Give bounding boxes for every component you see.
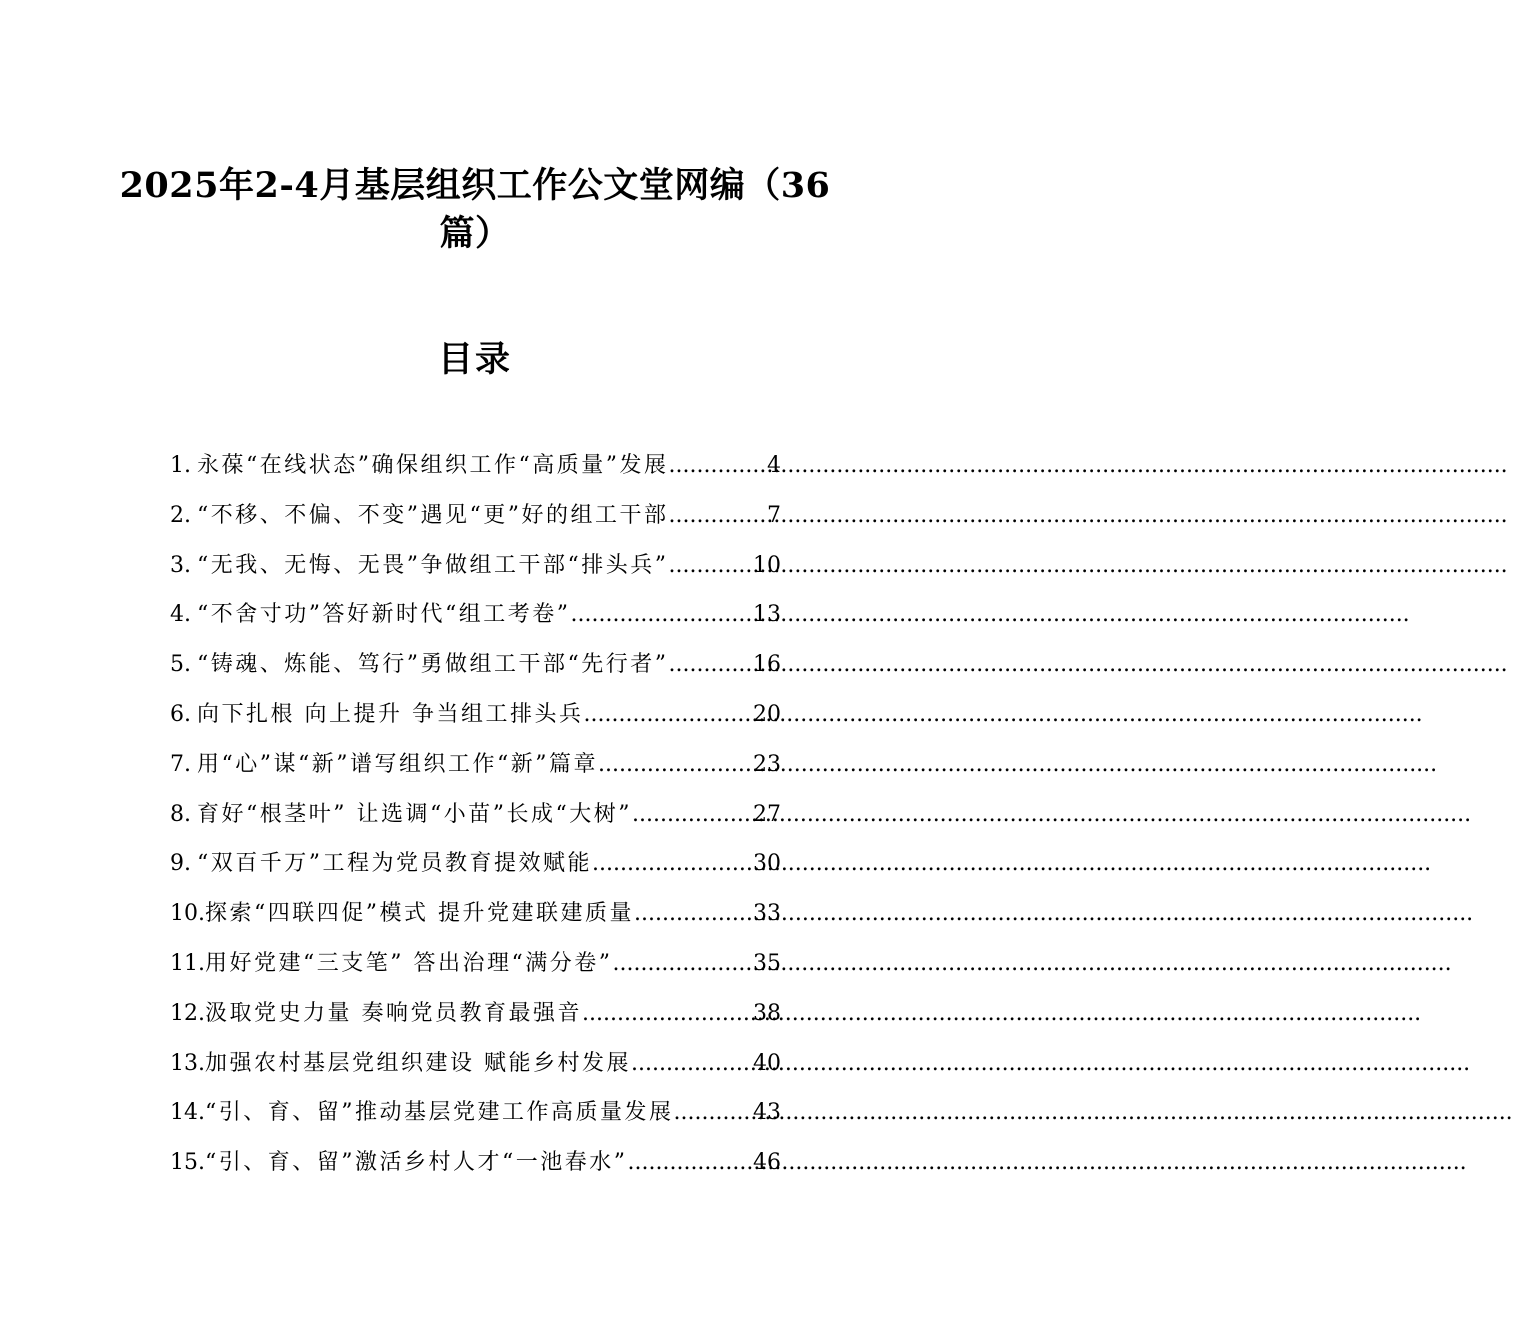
toc-entry-number: 4.: [170, 602, 191, 628]
toc-entry[interactable]: [170, 640, 781, 690]
toc-entry-title: “无我、无悔、无畏”争做组工干部“排头兵”: [197, 552, 669, 578]
toc-entry[interactable]: [170, 541, 781, 591]
toc-entry-title: “引、育、留”激活乡村人才“一池春水”: [205, 1150, 628, 1176]
toc-dot-leader: [674, 1088, 754, 1138]
toc-entry-page-number: 43: [753, 1100, 781, 1126]
toc-entry[interactable]: [170, 889, 781, 939]
toc-entry-title: 用好党建“三支笔” 答出治理“满分卷”: [205, 950, 613, 976]
document-title: 2025年2-4月基层组织工作公文堂网编（36篇）: [119, 165, 831, 254]
toc-entry-page-number: 40: [753, 1050, 781, 1076]
toc-entry-number: 9.: [170, 851, 191, 877]
table-of-contents: [170, 441, 781, 1188]
toc-entry-page-number: 23: [753, 751, 781, 777]
toc-entry-title: 加强农村基层党组织建设 赋能乡村发展: [205, 1050, 631, 1076]
toc-entry-page-number: 16: [753, 652, 781, 678]
toc-dot-leader: [598, 740, 753, 790]
toc-heading: 目录: [437, 339, 512, 380]
toc-entry-number: 11.: [170, 950, 205, 976]
toc-dot-leader: [631, 1039, 753, 1089]
toc-entry-title: “铸魂、炼能、笃行”勇做组工干部“先行者”: [197, 652, 669, 678]
toc-entry-page-number: 38: [753, 1000, 781, 1026]
toc-entry-page-number: 33: [753, 901, 781, 927]
toc-dot-leader: [584, 690, 754, 740]
toc-entry-title: 向下扎根 向上提升 争当组工排头兵: [197, 701, 584, 727]
toc-entry[interactable]: [170, 441, 781, 491]
toc-entry[interactable]: [170, 491, 781, 541]
toc-entry[interactable]: [170, 790, 781, 840]
toc-entry-page-number: 27: [753, 801, 781, 827]
toc-dot-leader: [669, 640, 754, 690]
toc-entry-number: 3.: [170, 552, 191, 578]
toc-entry-title: 育好“根茎叶” 让选调“小苗”长成“大树”: [197, 801, 632, 827]
toc-entry-page-number: 20: [753, 701, 781, 727]
toc-entry[interactable]: [170, 1088, 781, 1138]
toc-entry-title: “不舍寸功”答好新时代“组工考卷”: [197, 602, 571, 628]
toc-entry[interactable]: [170, 989, 781, 1039]
toc-entry-page-number: 7: [767, 502, 781, 528]
toc-dot-leader: [592, 839, 753, 889]
toc-entry-title: 永葆“在线状态”确保组织工作“高质量”发展: [197, 453, 669, 478]
toc-dot-leader: [628, 1138, 754, 1188]
toc-entry[interactable]: [170, 1138, 781, 1188]
toc-entry-title: 汲取党史力量 奏响党员教育最强音: [205, 1000, 582, 1026]
toc-entry-number: 13.: [170, 1050, 205, 1076]
toc-entry[interactable]: [170, 839, 781, 889]
toc-entry-number: 7.: [170, 751, 191, 777]
toc-entry-title: 探索“四联四促”模式 提升党建联建质量: [205, 901, 634, 927]
toc-entry[interactable]: [170, 1039, 781, 1089]
toc-dot-leader: [669, 541, 754, 591]
toc-entry[interactable]: [170, 939, 781, 989]
toc-dot-leader: [634, 889, 753, 939]
toc-entry-page-number: 35: [753, 950, 781, 976]
toc-entry-number: 6.: [170, 701, 191, 727]
toc-entry-number: 8.: [170, 801, 191, 827]
toc-entry-title: “双百千万”工程为党员教育提效赋能: [197, 851, 592, 877]
toc-entry-number: 5.: [170, 652, 191, 678]
toc-entry-number: 10.: [170, 901, 205, 927]
toc-entry-number: 15.: [170, 1150, 205, 1176]
toc-entry-number: 2.: [170, 502, 191, 528]
toc-entry-page-number: 13: [753, 602, 781, 628]
toc-dot-leader: [582, 989, 753, 1039]
toc-entry-title: “引、育、留”推动基层党建工作高质量发展: [205, 1100, 674, 1126]
toc-entry-number: 1.: [170, 453, 191, 478]
toc-entry-page-number: 4: [767, 453, 781, 478]
toc-dot-leader: [571, 590, 754, 640]
toc-entry-title: “不移、不偏、不变”遇见“更”好的组工干部: [197, 502, 669, 528]
toc-dot-leader: [632, 790, 753, 840]
toc-entry[interactable]: [170, 590, 781, 640]
toc-entry-page-number: 30: [753, 851, 781, 877]
toc-entry-page-number: 46: [753, 1150, 781, 1176]
toc-dot-leader: [612, 939, 753, 989]
toc-entry-number: 12.: [170, 1000, 205, 1026]
toc-dot-leader: [669, 491, 768, 541]
toc-dot-leader: [669, 441, 768, 491]
toc-entry-number: 14.: [170, 1100, 205, 1126]
toc-entry[interactable]: [170, 740, 781, 790]
toc-entry-page-number: 10: [753, 552, 781, 578]
toc-entry[interactable]: [170, 690, 781, 740]
toc-entry-title: 用“心”谋“新”谱写组织工作“新”篇章: [197, 751, 598, 777]
